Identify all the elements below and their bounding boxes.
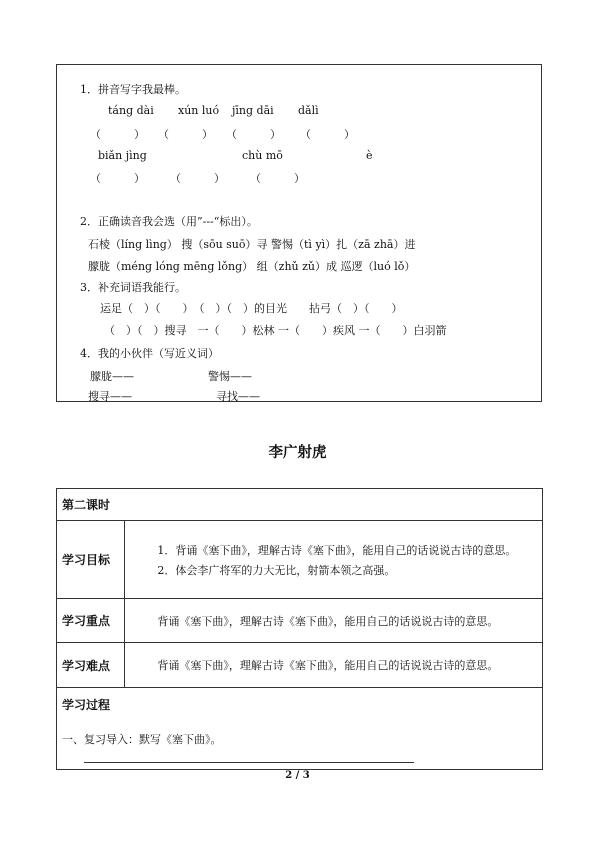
q4-title: 4．我的小伙伴（写近义词） xyxy=(80,347,219,360)
q2-line-2: 朦胧（méng lóng mēng lǒng） 组（zhǔ zǔ）成 巡逻（luó lǒ） xyxy=(88,260,416,273)
footer-rule xyxy=(84,762,414,763)
q3-line-2: （ ）（ ）搜寻 一（ ）松林 一（ ）疾风 一（ ）白羽箭 xyxy=(104,324,447,337)
q3-title: 3．补充词语我能行。 xyxy=(80,281,186,294)
objectives-label: 学习目标 xyxy=(57,521,125,599)
objective-2: 2．体会李广将军的力大无比，射箭本领之高强。 xyxy=(157,563,396,577)
keypoint-text: 背诵《塞下曲》，理解古诗《塞下曲》，能用自己的话说说古诗的意思。 xyxy=(125,599,543,643)
keypoint-label: 学习重点 xyxy=(57,599,125,643)
process-label: 学习过程 xyxy=(62,698,111,712)
process-cell xyxy=(57,688,543,770)
q2-line-1: 石棱（líng lìng） 搜（sōu suō）寻 警惕（tì yì）扎（zā zhā）进 xyxy=(88,238,416,251)
pinyin: chù mō xyxy=(242,149,283,162)
answer-blank[interactable]: （ ） xyxy=(90,128,145,141)
pinyin: xún luó xyxy=(178,104,220,117)
answer-blank[interactable]: （ ） xyxy=(170,172,225,185)
answer-blank[interactable]: （ ） xyxy=(158,128,213,141)
objective-1: 1．背诵《塞下曲》，理解古诗《塞下曲》，能用自己的话说说古诗的意思。 xyxy=(157,543,517,557)
page-number: 2 / 3 xyxy=(285,770,310,781)
answer-blank[interactable]: （ ） xyxy=(300,128,355,141)
q1-title: 1．拼音写字我最棒。 xyxy=(80,83,186,96)
pinyin: dǎlì xyxy=(298,104,319,117)
answer-blank[interactable]: （ ） xyxy=(226,128,281,141)
answer-blank[interactable]: （ ） xyxy=(250,172,305,185)
synonym-item: 朦胧—— xyxy=(90,370,134,383)
pinyin: táng dài xyxy=(108,104,154,117)
synonym-item: 搜寻—— xyxy=(88,390,132,403)
pinyin: biǎn jìng xyxy=(98,149,147,162)
lesson-plan-table xyxy=(56,488,543,770)
process-step-1: 一、复习导入：默写《塞下曲》。 xyxy=(62,733,222,746)
difficulty-text: 背诵《塞下曲》，理解古诗《塞下曲》，能用自己的话说说古诗的意思。 xyxy=(125,643,543,688)
q2-title: 2．正确读音我会选（用”---“标出）。 xyxy=(80,215,258,228)
difficulty-label: 学习难点 xyxy=(57,643,125,688)
pinyin: jīng dāi xyxy=(232,104,274,117)
synonym-item: 寻找—— xyxy=(216,390,260,403)
pinyin: è xyxy=(366,149,373,162)
synonym-item: 警惕—— xyxy=(208,370,252,383)
lesson-title: 李广射虎 xyxy=(268,445,327,461)
q3-line-1: 运足（ ）（ ） （ ）（ ）的目光 拈弓（ ）（ ） xyxy=(100,302,403,315)
answer-blank[interactable]: （ ） xyxy=(90,172,145,185)
period-heading: 第二课时 xyxy=(57,489,543,521)
objectives-cell xyxy=(125,521,543,599)
